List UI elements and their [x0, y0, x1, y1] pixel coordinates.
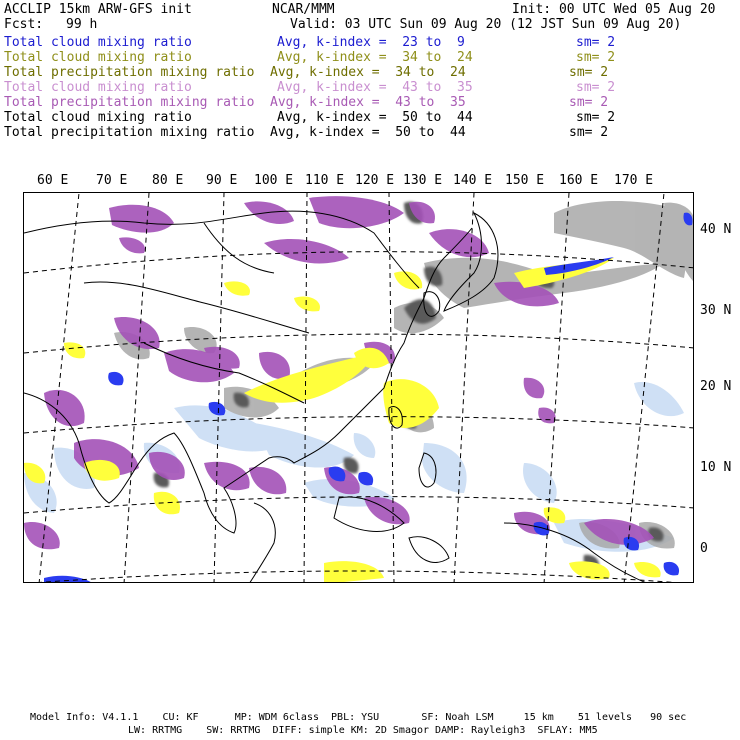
- header-center: NCAR/MMM: [272, 2, 335, 17]
- field-avg: Avg, k-index = 34 to 24: [270, 65, 466, 80]
- field-name: Total cloud mixing ratio: [4, 80, 192, 95]
- field-avg: Avg, k-index = 50 to 44: [277, 110, 473, 125]
- lon-label: 160 E: [559, 173, 599, 188]
- field-sm: sm= 2: [569, 65, 609, 80]
- lon-label: 100 E: [254, 173, 294, 188]
- valid-time: Valid: 03 UTC Sun 09 Aug 20 (12 JST Sun 09 Aug 20): [290, 17, 682, 32]
- footer-physics-info: LW: RRTMG SW: RRTMG DIFF: simple KM: 2D Smagor DAMP: Rayleigh3 SFLAY: MM5: [128, 725, 598, 736]
- field-avg: Avg, k-index = 43 to 35: [277, 80, 473, 95]
- field-sm: sm= 2: [576, 110, 616, 125]
- lat-label: 20 N: [700, 379, 732, 394]
- field-avg: Avg, k-index = 23 to 9: [277, 35, 465, 50]
- map-panel: [23, 192, 694, 583]
- lat-label: 10 N: [700, 460, 732, 475]
- lon-label: 140 E: [453, 173, 493, 188]
- lat-label: 30 N: [700, 303, 732, 318]
- lat-label: 40 N: [700, 222, 732, 237]
- lon-label: 70 E: [96, 173, 128, 188]
- field-name: Total cloud mixing ratio: [4, 50, 192, 65]
- lon-label: 150 E: [505, 173, 545, 188]
- field-sm: sm= 2: [569, 95, 609, 110]
- field-name: Total precipitation mixing ratio: [4, 125, 255, 140]
- lon-label: 80 E: [152, 173, 184, 188]
- lon-label: 60 E: [37, 173, 69, 188]
- field-avg: Avg, k-index = 50 to 44: [270, 125, 466, 140]
- field-sm: sm= 2: [576, 50, 616, 65]
- lon-label: 170 E: [614, 173, 654, 188]
- header-title: ACCLIP 15km ARW-GFS init: [4, 2, 192, 17]
- field-avg: Avg, k-index = 43 to 35: [270, 95, 466, 110]
- fcst-label: Fcst:: [4, 17, 44, 32]
- footer-model-info: Model Info: V4.1.1 CU: KF MP: WDM 6class PBL: YSU SF: Noah LSM 15 km 51 levels 90 sec: [30, 712, 687, 723]
- field-sm: sm= 2: [576, 80, 616, 95]
- lon-label: 130 E: [403, 173, 443, 188]
- field-avg: Avg, k-index = 34 to 24: [277, 50, 473, 65]
- map-canvas: [24, 193, 694, 583]
- fcst-value: 99 h: [66, 17, 98, 32]
- field-name: Total precipitation mixing ratio: [4, 95, 255, 110]
- header-init: Init: 00 UTC Wed 05 Aug 20: [512, 2, 716, 17]
- lat-label: 0: [700, 541, 708, 556]
- field-sm: sm= 2: [576, 35, 616, 50]
- lon-label: 90 E: [206, 173, 238, 188]
- field-name: Total precipitation mixing ratio: [4, 65, 255, 80]
- field-sm: sm= 2: [569, 125, 609, 140]
- field-name: Total cloud mixing ratio: [4, 110, 192, 125]
- lon-label: 110 E: [305, 173, 345, 188]
- lon-label: 120 E: [355, 173, 395, 188]
- field-name: Total cloud mixing ratio: [4, 35, 192, 50]
